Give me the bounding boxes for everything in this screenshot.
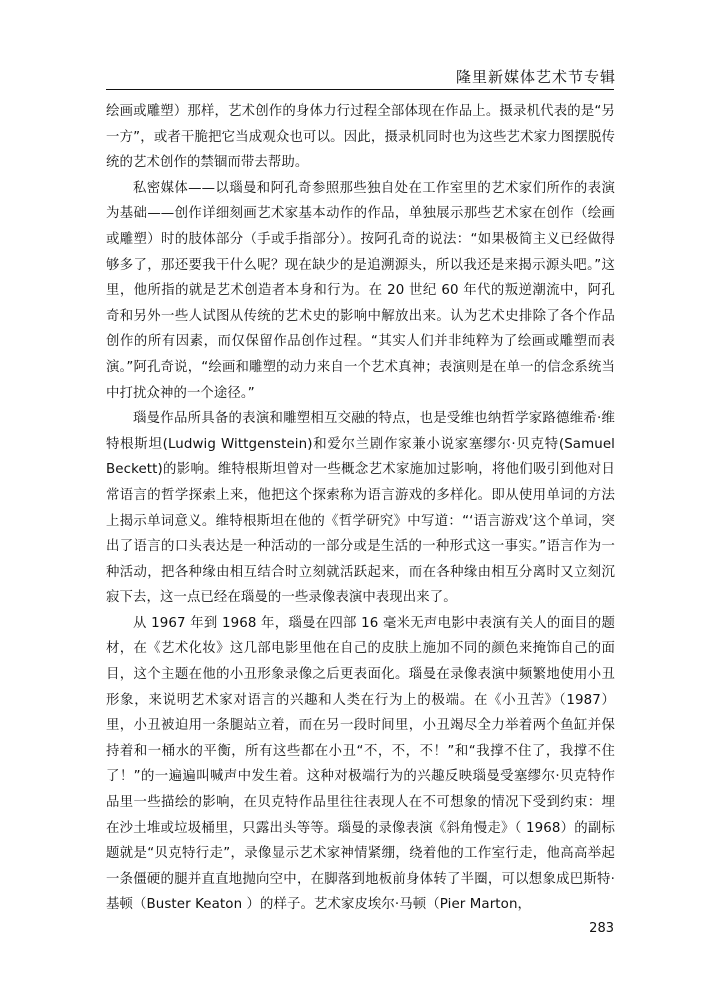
page-number: 283 bbox=[589, 921, 614, 936]
paragraph-3: 瑙曼作品所具备的表演和雕塑相互交融的特点，也是受维也纳哲学家路德维希·维特根斯坦(Ludwig Wittgenstein)和爱尔兰剧作家兼小说家塞缪尔·贝克特(Samuel Beckett)的影响。维特根斯坦曾对一些概念艺术家施加过影响，将他们吸引到他对日常语言的哲学探索上来，他把这个探索称为语言游戏的多样化。即从使用单词的方法上揭示单词意义。维特根斯坦在他的《哲学研究》中写道：“‘语言游戏’这个单词，突出了语言的口头表达是一种活动的一部分或是生活的一种形式这一事实。”语言作为一种活动，把各种缘由相互结合时立刻就活跃起来，而在各种缘由相互分离时又立刻沉寂下去，这一点已经在瑙曼的一些录像表演中表现出来了。 bbox=[106, 411, 615, 606]
article-body bbox=[106, 99, 615, 918]
running-header-title: 隆里新媒体艺术节专辑 bbox=[455, 68, 616, 86]
paragraph-4: 从 1967 年到 1968 年，瑙曼在四部 16 毫米无声电影中表演有关人的面目的题材，在《艺术化妆》这几部电影里他在自己的皮肤上施加不同的颜色来掩饰自己的面目，这个主题在他的小丑形象录像之后更表面化。瑙曼在录像表演中频繁地使用小丑形象，来说明艺术家对语言的兴趣和人类在行为上的极端。在《小丑苦》（1987）里，小丑被迫用一条腿站立着，而在另一段时间里，小丑竭尽全力举着两个鱼缸并保持着和一桶水的平衡，所有这些都在小丑“不，不，不！”和“我撑不住了，我撑不住了！”的一遍遍叫喊声中发生着。这种对极端行为的兴趣反映瑙曼受塞缪尔·贝克特作品里一些描绘的影响，在贝克特作品里往往表现人在不可想象的情况下受到约束：埋在沙土堆或垃圾桶里，只露出头等等。瑙曼的录像表演《斜角慢走》（ 1968）的副标题就是“贝克特行走”，录像显示艺术家神情紧绷，绕着他的工作室行走，他高高举起一条僵硬的腿并直直地抛向空中，在脚落到地板前身体转了半圈，可以想象成巴斯特·基顿（Buster Keaton ）的样子。艺术家皮埃尔·马顿（Pier Marton， bbox=[106, 615, 615, 913]
paragraph-2: 私密媒体——以瑙曼和阿孔奇参照那些独自处在工作室里的艺术家们所作的表演为基础——创作详细刻画艺术家基本动作的作品，单独展示那些艺术家在创作（绘画或雕塑）时的肢体部分（手或手指部分）。按阿孔奇的说法：“如果极简主义已经做得够多了，那还要我干什么呢？现在缺少的是追溯源头，所以我还是来揭示源头吧。”这里，他所指的就是艺术创造者本身和行为。在 20 世纪 60 年代的叛逆潮流中，阿孔奇和另外一些人试图从传统的艺术史的影响中解放出来。认为艺术史排除了各个作品创作的所有因素，而仅保留作品创作过程。“其实人们并非纯粹为了绘画或雕塑而表演。”阿孔奇说，“绘画和雕塑的动力来自一个艺术真神；表演则是在单一的信念系统当中打扰众神的一个途径。” bbox=[106, 180, 615, 401]
paragraph-1: 绘画或雕塑）那样，艺术创作的身体力行过程全部体现在作品上。摄录机代表的是“另一方”，或者干脆把它当成观众也可以。因此，摄录机同时也为这些艺术家力图摆脱传统的艺术创作的禁锢而带去帮助。 bbox=[106, 104, 615, 171]
header-divider bbox=[106, 89, 614, 90]
